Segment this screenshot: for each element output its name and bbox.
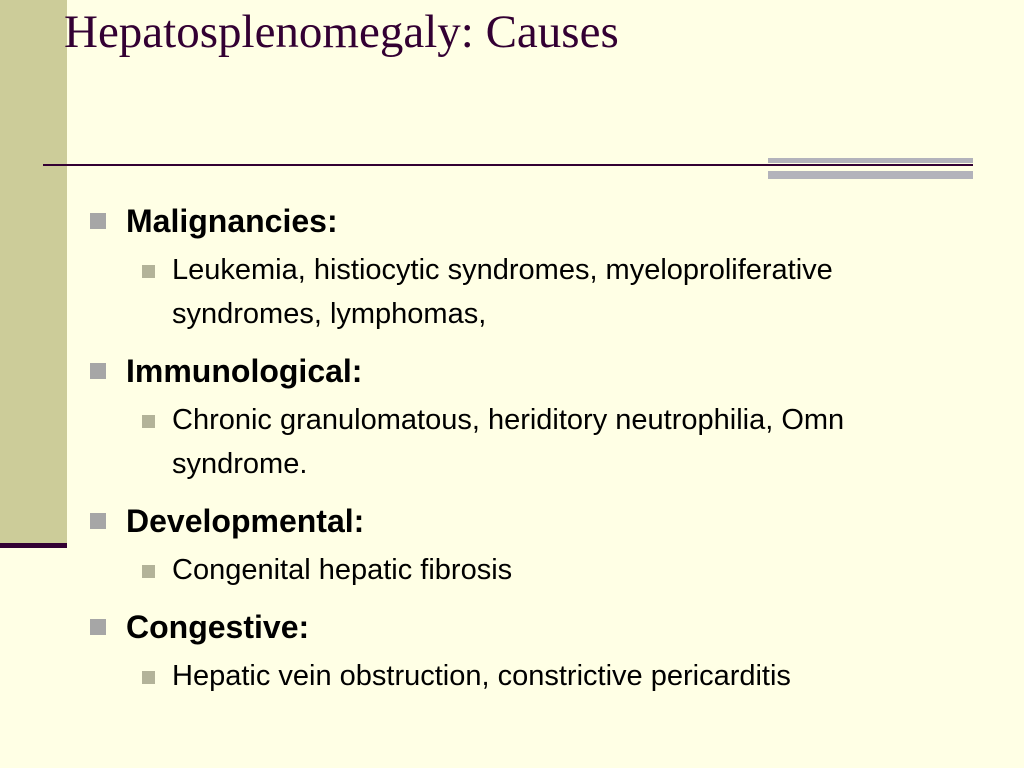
- section-detail: [172, 548, 512, 592]
- level1-bullet-item: [90, 198, 1024, 244]
- detail-line: syndromes, lymphomas,: [172, 298, 487, 330]
- title-divider-line: [43, 164, 973, 166]
- section-immunological: [90, 348, 1024, 486]
- section-detail: [172, 398, 844, 486]
- section-malignancies: [90, 198, 1024, 336]
- section-heading: Immunological:: [126, 353, 363, 389]
- level1-bullet-item: [90, 498, 1024, 544]
- square-bullet-icon: [90, 619, 106, 635]
- square-bullet-icon: [142, 415, 155, 428]
- square-bullet-icon: [90, 513, 106, 529]
- level1-bullet-item: [90, 348, 1024, 394]
- square-bullet-icon: [142, 671, 155, 684]
- detail-line: Leukemia, histiocytic syndromes, myeloproliferative: [172, 254, 833, 286]
- square-bullet-icon: [90, 213, 106, 229]
- level2-bullet-item: [90, 248, 1024, 336]
- detail-line: syndrome.: [172, 448, 308, 480]
- level2-bullet-item: [90, 654, 1024, 698]
- square-bullet-icon: [142, 565, 155, 578]
- detail-line: Congenital hepatic fibrosis: [172, 554, 513, 586]
- section-detail: [172, 248, 833, 336]
- level2-bullet-item: [90, 548, 1024, 592]
- section-heading: Malignancies:: [126, 203, 338, 239]
- section-congestive: [90, 604, 1024, 698]
- section-heading: Congestive:: [126, 609, 310, 645]
- side-bar-accent-line: [0, 543, 67, 548]
- slide-title: Hepatosplenomegaly: Causes: [64, 6, 619, 58]
- divider-accent-block-top: [768, 158, 973, 163]
- detail-line: Chronic granulomatous, heriditory neutrophilia, Omn: [172, 404, 845, 436]
- bullet-list: [90, 198, 1024, 710]
- section-detail: [172, 654, 791, 698]
- level2-bullet-item: [90, 398, 1024, 486]
- detail-line: Hepatic vein obstruction, constrictive pericarditis: [172, 660, 791, 692]
- side-bar-decoration: [0, 0, 67, 543]
- square-bullet-icon: [90, 363, 106, 379]
- square-bullet-icon: [142, 265, 155, 278]
- section-heading: Developmental:: [126, 503, 365, 539]
- divider-accent-block-bottom: [768, 171, 973, 179]
- section-developmental: [90, 498, 1024, 592]
- level1-bullet-item: [90, 604, 1024, 650]
